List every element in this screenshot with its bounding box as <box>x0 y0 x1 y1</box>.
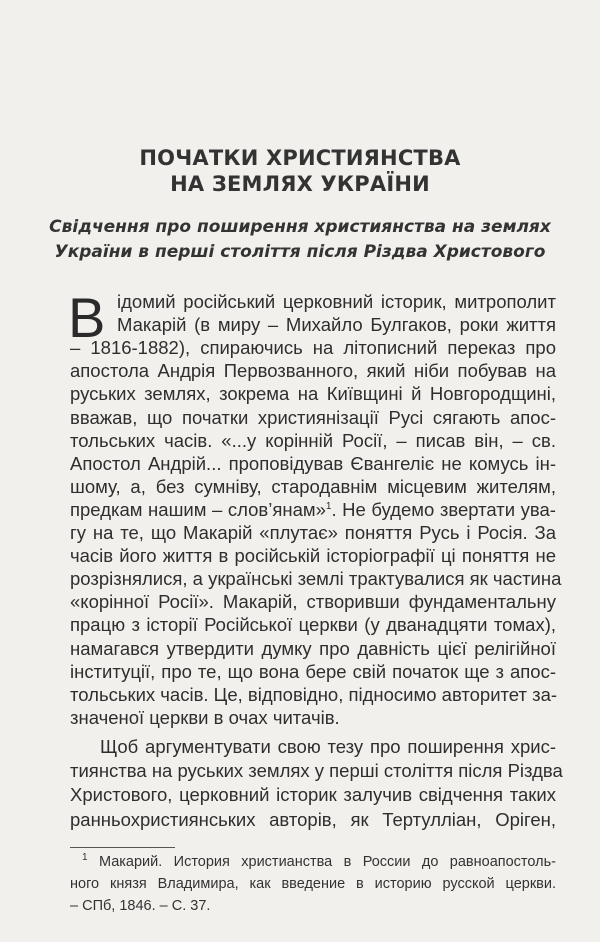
text-line: Макарій (в миру – Михайло Булгаков, роки життя <box>117 314 556 335</box>
text-line: тиянства на руських землях у перші століття після Різдва <box>70 760 563 781</box>
text-span: . Не будемо звертати ува- <box>331 499 556 520</box>
text-line: ідомий російський церковний історик, митрополит <box>117 291 556 312</box>
text-line: тольських часів. «...у корінній Росії, – писав він, – св. <box>70 430 556 451</box>
text-line: інституції, про те, що вона бере свій початок ще з апос- <box>70 661 556 682</box>
text-line: Апостол Андрій... проповідував Євангеліє не комусь ін- <box>70 453 556 474</box>
text-span: на те, що Макарій «плутає» поняття Русь і Росія. За <box>92 522 556 543</box>
text-line: намагався утвердити думку про давність цієї релігійної <box>70 638 556 659</box>
text-line: «корінної Росії». Макарій, створивши фундаментальну <box>70 591 556 612</box>
text-line: апостола Андрія Первозванного, який ніби побував на <box>70 360 556 381</box>
text-line: шому, а, без сумніву, стародавнім місцевим жителям, <box>70 476 556 497</box>
footnote-line: ного князя Владимира, как введение в историю русской церкви. <box>70 876 556 892</box>
text-line <box>70 499 556 521</box>
footnote-line: – СПб, 1846. – С. 37. <box>70 898 211 914</box>
text-line: руських землях, зокрема на Київщині й Новгородщині, <box>70 383 556 404</box>
text-span: предкам нашим – слов’янам» <box>70 499 326 520</box>
section-title-line: України в перші століття після Різдва Христового <box>54 242 546 262</box>
text-line: ранньохристиянських авторів, як Тертулліан, Оріген, <box>70 809 556 830</box>
text-line: працю з історії Російської церкви (у дванадцяти томах), <box>70 614 556 635</box>
footnote-number: 1 <box>82 852 88 864</box>
text-line <box>70 522 556 544</box>
text-span: Макарий. История христианства в России до равноапостоль- <box>98 854 556 870</box>
text-line: вважав, що початки християнізації Русі сягають апос- <box>70 407 556 428</box>
text-line: тольських часів. Це, відповідно, підносимо авторитет за- <box>70 684 558 705</box>
text-line: значеної церкви в очах читачів. <box>70 707 340 728</box>
footnote-ref[interactable]: 1 <box>325 500 332 512</box>
section-title-line: Свідчення про поширення християнства на землях <box>49 217 551 237</box>
text-line: Христового, церковний історик залучив свідчення таких <box>70 784 556 805</box>
footnote-line <box>82 853 556 871</box>
text-line: Щоб аргументувати свою тезу про поширення хрис- <box>100 736 556 757</box>
footnote-divider <box>70 847 175 848</box>
text-line: розрізнялися, а українські землі трактувалися як частина <box>70 568 562 589</box>
chapter-title-line: ПОЧАТКИ ХРИСТИЯНСТВА <box>139 146 461 170</box>
drop-cap: В <box>68 286 106 349</box>
text-line: – 1816-1882), спираючись на літописний переказ про <box>70 337 556 358</box>
text-line: часів його життя в російській історіографії ці поняття не <box>70 545 556 566</box>
chapter-title-line: НА ЗЕМЛЯХ УКРАЇНИ <box>170 172 430 196</box>
text-span: гу <box>70 522 93 543</box>
